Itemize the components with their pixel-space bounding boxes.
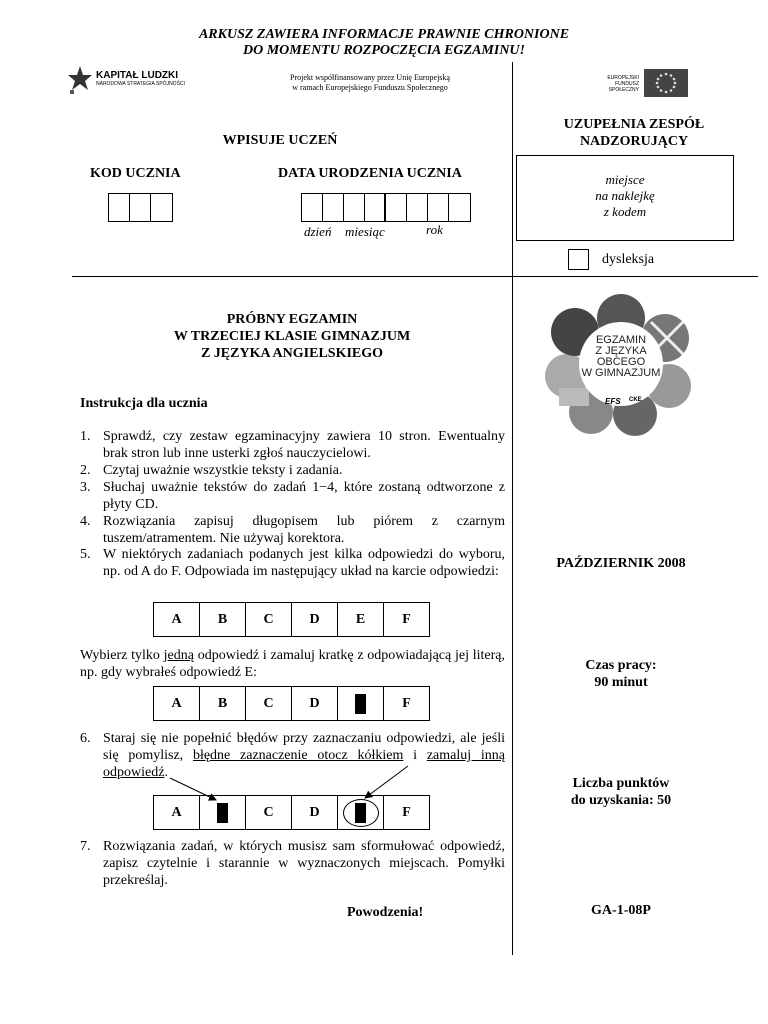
exam-title-2: W TRZECIEJ KLASIE GIMNAZJUM <box>173 329 411 344</box>
exam-flower-badge <box>545 294 697 436</box>
instruction-3-text: Słuchaj uważnie tekstów do zadań 1−4, które zostaną odtworzone z płyty CD. <box>103 480 505 512</box>
confidential-line-2: DO MOMENTU ROZPOCZĘCIA EGZAMINU! <box>243 43 525 58</box>
instruction-6-underlined-2: zamaluj inną odpowiedź <box>103 748 505 780</box>
grid1-cell-f[interactable]: F <box>384 603 430 637</box>
grid3-cell-d[interactable]: D <box>292 796 338 830</box>
sticker-placeholder-box <box>516 155 734 241</box>
instruction-6-text-b: i <box>403 748 427 763</box>
dob-month-caption: miesiąc <box>345 224 385 239</box>
code-box-3[interactable] <box>151 194 172 221</box>
grid2-cell-a[interactable]: A <box>154 687 200 721</box>
grid3-cell-c[interactable]: C <box>246 796 292 830</box>
grid1-cell-c[interactable]: C <box>246 603 292 637</box>
dob-boxes[interactable] <box>301 193 471 222</box>
grid2-cell-f[interactable]: F <box>384 687 430 721</box>
answer-grid-correction <box>153 795 430 830</box>
instruction-2 <box>80 462 505 479</box>
project-cofinancing-note <box>270 73 470 93</box>
student-code-boxes[interactable] <box>108 193 173 222</box>
instruction-7-number: 7. <box>80 839 91 854</box>
dob-year-2[interactable] <box>407 194 428 221</box>
choose-text-b: odpowiedź i zamaluj kratkę z odpowiadającą jej literą, np. gdy wybrałeś odpowiedź E: <box>80 648 505 680</box>
instruction-4-number: 4. <box>80 514 91 529</box>
instructions-heading: Instrukcja dla ucznia <box>80 396 208 411</box>
arrow-to-circled-mark-icon <box>365 766 408 798</box>
efs-line-1: EUROPEJSKI <box>607 75 639 81</box>
circle-mark-icon <box>343 799 379 827</box>
grid1-cell-b[interactable]: B <box>200 603 246 637</box>
work-time <box>513 657 729 691</box>
dob-day-1[interactable] <box>302 194 323 221</box>
instruction-3-number: 3. <box>80 480 91 495</box>
badge-line-2: Z JĘZYKA <box>595 345 647 357</box>
kapital-ludzki-subtitle: NARODOWA STRATEGIA SPÓJNOŚCI <box>96 81 185 87</box>
instruction-5-number: 5. <box>80 547 91 562</box>
instruction-1 <box>80 428 505 462</box>
grid3-cell-f[interactable]: F <box>384 796 430 830</box>
supervisor-heading <box>513 116 755 150</box>
instruction-6-underlined-1: błędne zaznaczenie otocz kółkiem <box>192 748 404 763</box>
dob-year-4[interactable] <box>449 194 470 221</box>
instruction-1-text: Sprawdź, czy zestaw egzaminacyjny zawiera 10 stron. Ewentualny brak stron lub inne usterki zgłoś nauczycielowi. <box>103 429 505 461</box>
grid2-cell-e-marked[interactable] <box>338 687 384 721</box>
efs-line-2: FUNDUSZ SPOŁECZNY <box>608 81 639 93</box>
work-time-value: 90 minut <box>594 675 648 690</box>
kapital-ludzki-text <box>96 70 185 88</box>
instruction-5 <box>80 546 505 580</box>
dyslexia-checkbox[interactable] <box>568 249 589 270</box>
grid2-cell-b[interactable]: B <box>200 687 246 721</box>
dob-year-caption: rok <box>426 222 443 237</box>
instruction-4-text: Rozwiązania zapisuj długopisem lub piórem z czarnym tuszem/atramentem. Nie używaj korektora. <box>103 514 505 546</box>
kapital-ludzki-emblem-icon <box>68 66 92 96</box>
instruction-6-number: 6. <box>80 731 91 746</box>
badge-line-3: OBCEGO <box>596 356 646 368</box>
supervisor-heading-1: UZUPEŁNIA ZESPÓŁ <box>563 117 705 132</box>
instruction-7 <box>80 838 505 889</box>
sticker-line-3: z kodem <box>603 204 647 219</box>
section-divider <box>72 276 758 277</box>
dob-year-3[interactable] <box>428 194 449 221</box>
grid2-cell-d[interactable]: D <box>292 687 338 721</box>
dyslexia-label: dysleksja <box>602 252 655 267</box>
good-luck: Powodzenia! <box>347 905 424 920</box>
filled-mark-icon <box>217 803 228 823</box>
code-box-2[interactable] <box>130 194 151 221</box>
grid3-cell-e-circled[interactable] <box>338 796 384 830</box>
points-label: Liczba punktów <box>572 776 670 791</box>
instruction-2-text: Czytaj uważnie wszystkie teksty i zadania. <box>103 463 343 478</box>
badge-cke: CKE <box>629 397 642 403</box>
exam-title-3: Z JĘZYKA ANGIELSKIEGO <box>200 346 384 361</box>
exam-title <box>80 311 504 362</box>
dob-month-2[interactable] <box>365 194 386 221</box>
answer-grid-marked-e <box>153 686 430 721</box>
instruction-2-number: 2. <box>80 463 91 478</box>
kapital-ludzki-title: KAPITAŁ LUDZKI <box>96 70 179 81</box>
code-box-1[interactable] <box>109 194 130 221</box>
points-info <box>513 775 729 809</box>
work-time-label: Czas pracy: <box>585 658 657 673</box>
sticker-line-2: na naklejkę <box>595 188 655 203</box>
answer-grid-example <box>153 602 430 637</box>
confidential-line-1: ARKUSZ ZAWIERA INFORMACJE PRAWNIE CHRONIONE <box>198 27 570 42</box>
confidential-header <box>0 27 768 59</box>
instruction-4 <box>80 513 505 547</box>
badge-line-4: W GIMNAZJUM <box>581 367 661 379</box>
student-code-label: KOD UCZNIA <box>90 166 181 181</box>
grid1-cell-e[interactable]: E <box>338 603 384 637</box>
efs-logo-text <box>585 75 639 93</box>
dob-day-caption: dzień <box>304 224 332 239</box>
grid1-cell-d[interactable]: D <box>292 603 338 637</box>
badge-text <box>567 335 675 379</box>
instruction-1-number: 1. <box>80 429 91 444</box>
badge-line-1: EGZAMIN <box>595 334 647 346</box>
project-line-1: Projekt współfinansowany przez Unię Europejską <box>290 73 450 82</box>
filled-mark-icon <box>355 694 366 714</box>
instruction-7-text: Rozwiązania zadań, w których musisz sam sformułować odpowiedź, zapisz czytelnie i starannie w wyznaczonych miejscach. Pomyłki przekreślaj. <box>103 839 505 888</box>
choose-text-underlined: jedną <box>163 648 194 663</box>
dob-month-1[interactable] <box>344 194 365 221</box>
student-heading: WPISUJE UCZEŃ <box>222 133 338 148</box>
dob-day-2[interactable] <box>323 194 344 221</box>
exam-title-1: PRÓBNY EGZAMIN <box>226 312 358 327</box>
eu-flag-icon <box>644 69 688 97</box>
dob-year-1[interactable] <box>386 194 407 221</box>
kapital-ludzki-logo <box>68 66 92 101</box>
choose-one-instruction <box>80 647 505 681</box>
exam-date: PAŹDZIERNIK 2008 <box>556 556 686 571</box>
instruction-3 <box>80 479 505 513</box>
dob-label: DATA URODZENIA UCZNIA <box>278 166 462 181</box>
supervisor-heading-2: NADZORUJĄCY <box>579 134 689 149</box>
instruction-6-text-c: . <box>164 765 168 780</box>
points-value: do uzyskania: 50 <box>570 793 672 808</box>
grid3-cell-b-marked[interactable] <box>200 796 246 830</box>
exam-code: GA-1-08P <box>591 903 651 918</box>
instruction-6-text-a: Staraj się nie popełnić błędów przy zaznaczaniu odpowiedzi, ale jeśli się pomylisz, <box>103 731 505 763</box>
project-line-2: w ramach Europejskiego Funduszu Społecznego <box>292 83 448 92</box>
column-divider <box>512 62 513 955</box>
sticker-line-1: miejsce <box>605 172 645 187</box>
grid2-cell-c[interactable]: C <box>246 687 292 721</box>
badge-efs: EFS <box>605 397 621 406</box>
grid3-cell-a[interactable]: A <box>154 796 200 830</box>
choose-text-a: Wybierz tylko <box>80 648 164 663</box>
grid1-cell-a[interactable]: A <box>154 603 200 637</box>
instruction-5-text: W niektórych zadaniach podanych jest kilka odpowiedzi do wyboru, np. od A do F. Odpowiada im następujący układ na karcie odpowiedzi: <box>103 547 505 579</box>
